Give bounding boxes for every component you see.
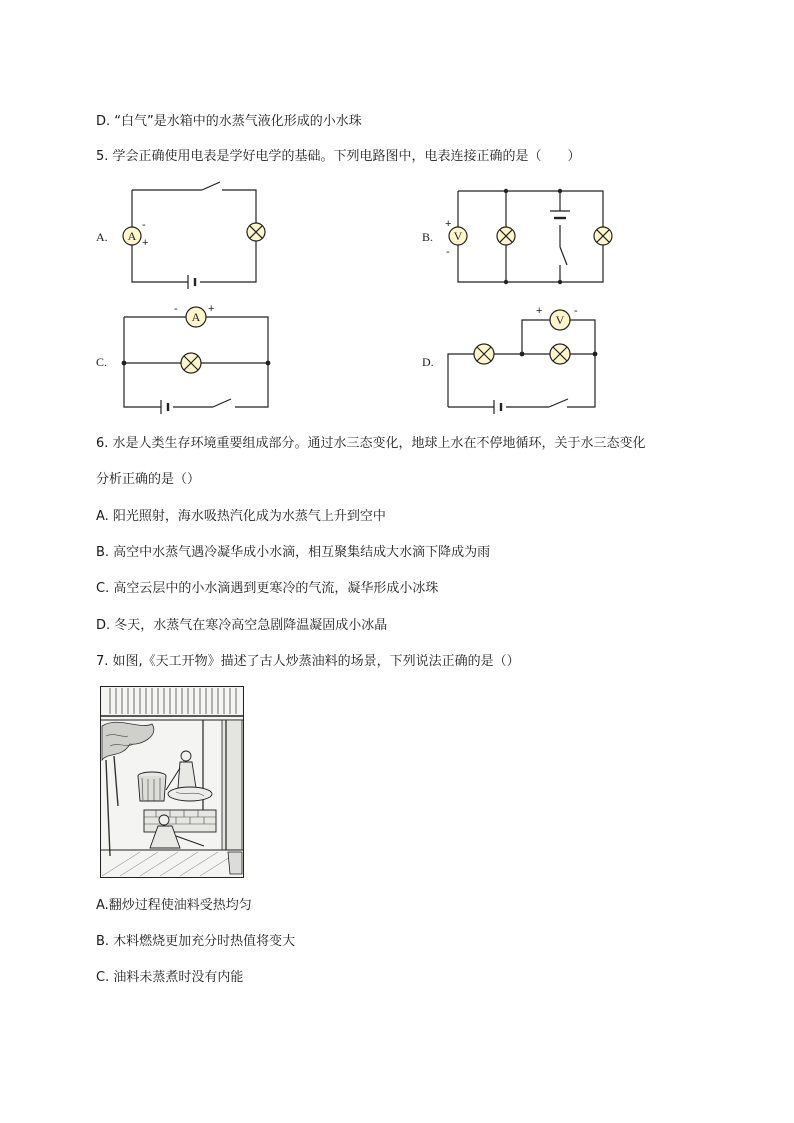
svg-text:A: A: [191, 310, 201, 324]
q7-option-b: B. 木料燃烧更加充分时热值将变大: [96, 934, 296, 949]
circuit-a-label: A.: [96, 230, 108, 244]
q6-option-c: C. 高空云层中的小水滴遇到更寒冷的气流，凝华形成小冰珠: [96, 581, 439, 596]
q7-stem: 7. 如图,《天工开物》描述了古人炒蒸油料的场景，下列说法正确的是（）: [96, 654, 520, 669]
svg-text:+: +: [142, 237, 149, 249]
svg-text:V: V: [453, 229, 463, 243]
q6-option-b: B. 高空中水蒸气遇冷凝华成小水滴，相互聚集结成大水滴下降成为雨: [96, 545, 491, 560]
circuit-c-diagram: [115, 300, 285, 415]
circuit-d-diagram: [440, 300, 610, 415]
svg-text:-: -: [142, 219, 146, 231]
q6-stem-line1: 6. 水是人类生存环境重要组成部分。通过水三态变化，地球上水在不停地循环，关于水三态变化: [96, 436, 646, 451]
q5-stem: 5. 学会正确使用电表是学好电学的基础。下列电路图中，电表连接正确的是（ ）: [96, 149, 581, 164]
q6-option-a: A. 阳光照射，海水吸热汽化成为水蒸气上升到空中: [96, 509, 386, 524]
circuit-b-label: B.: [422, 230, 434, 244]
q7-option-a: A.翻炒过程使油料受热均匀: [96, 898, 252, 913]
q6-option-d: D. 冬天，水蒸气在寒冷高空急剧降温凝固成小冰晶: [96, 618, 388, 633]
q6-stem-line2: 分析正确的是（）: [96, 472, 201, 487]
circuit-b-diagram: [440, 185, 620, 290]
svg-text:+: +: [536, 305, 543, 317]
circuit-a-diagram: [110, 180, 270, 290]
svg-text:-: -: [446, 246, 450, 258]
circuit-d-label: D.: [422, 355, 434, 369]
woodcut-illustration: [100, 686, 244, 878]
svg-text:-: -: [574, 305, 578, 317]
svg-text:-: -: [174, 303, 178, 315]
circuit-c-label: C.: [96, 355, 108, 369]
q7-option-c: C. 油料未蒸煮时没有内能: [96, 970, 244, 985]
svg-text:+: +: [445, 218, 452, 230]
svg-text:A: A: [127, 229, 137, 243]
svg-text:V: V: [555, 313, 565, 327]
q4-option-d: D. “白气”是水箱中的水蒸气液化形成的小水珠: [96, 114, 362, 129]
svg-text:+: +: [208, 303, 215, 315]
